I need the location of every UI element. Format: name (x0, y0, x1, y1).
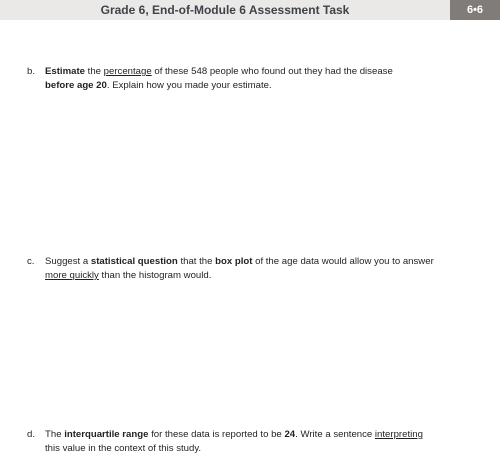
question-line (45, 79, 485, 93)
question-text (45, 65, 485, 93)
emphasis-text: 24 (284, 429, 296, 440)
emphasis-text: Estimate (45, 66, 85, 77)
question-text (45, 428, 485, 456)
text: . Explain how you made your estimate. (106, 80, 272, 91)
underlined-text: interpreting (374, 429, 423, 440)
question-line (45, 269, 485, 283)
emphasis-text: box plot (215, 256, 253, 267)
emphasis-text: interquartile range (64, 429, 149, 440)
text: this value in the context of this study. (45, 443, 202, 454)
emphasis-text: statistical question (90, 256, 178, 267)
text: than the histogram would. (98, 270, 212, 281)
text: that the (177, 256, 216, 267)
text: Suggest a (45, 256, 91, 267)
question-line (45, 442, 485, 456)
question-text (45, 255, 485, 283)
question-letter: d. (27, 429, 36, 440)
underlined-text: more quickly (45, 270, 99, 281)
question-letter: b. (27, 66, 36, 77)
emphasis-text: before age 20 (45, 80, 107, 91)
question-line (45, 255, 485, 269)
question-letter: c. (27, 256, 35, 267)
module-badge: 6•6 (450, 0, 500, 20)
text: the (85, 66, 104, 77)
text: . Write a sentence (295, 429, 375, 440)
underlined-text: percentage (103, 66, 152, 77)
text: for these data is reported to be (148, 429, 285, 440)
text: of the age data would allow you to answer (252, 256, 434, 267)
question-line (45, 65, 485, 79)
text: of these 548 people who found out they had the disease (151, 66, 393, 77)
text: The (45, 429, 65, 440)
page-title: Grade 6, End-of-Module 6 Assessment Task (100, 3, 350, 17)
question-line (45, 428, 485, 442)
